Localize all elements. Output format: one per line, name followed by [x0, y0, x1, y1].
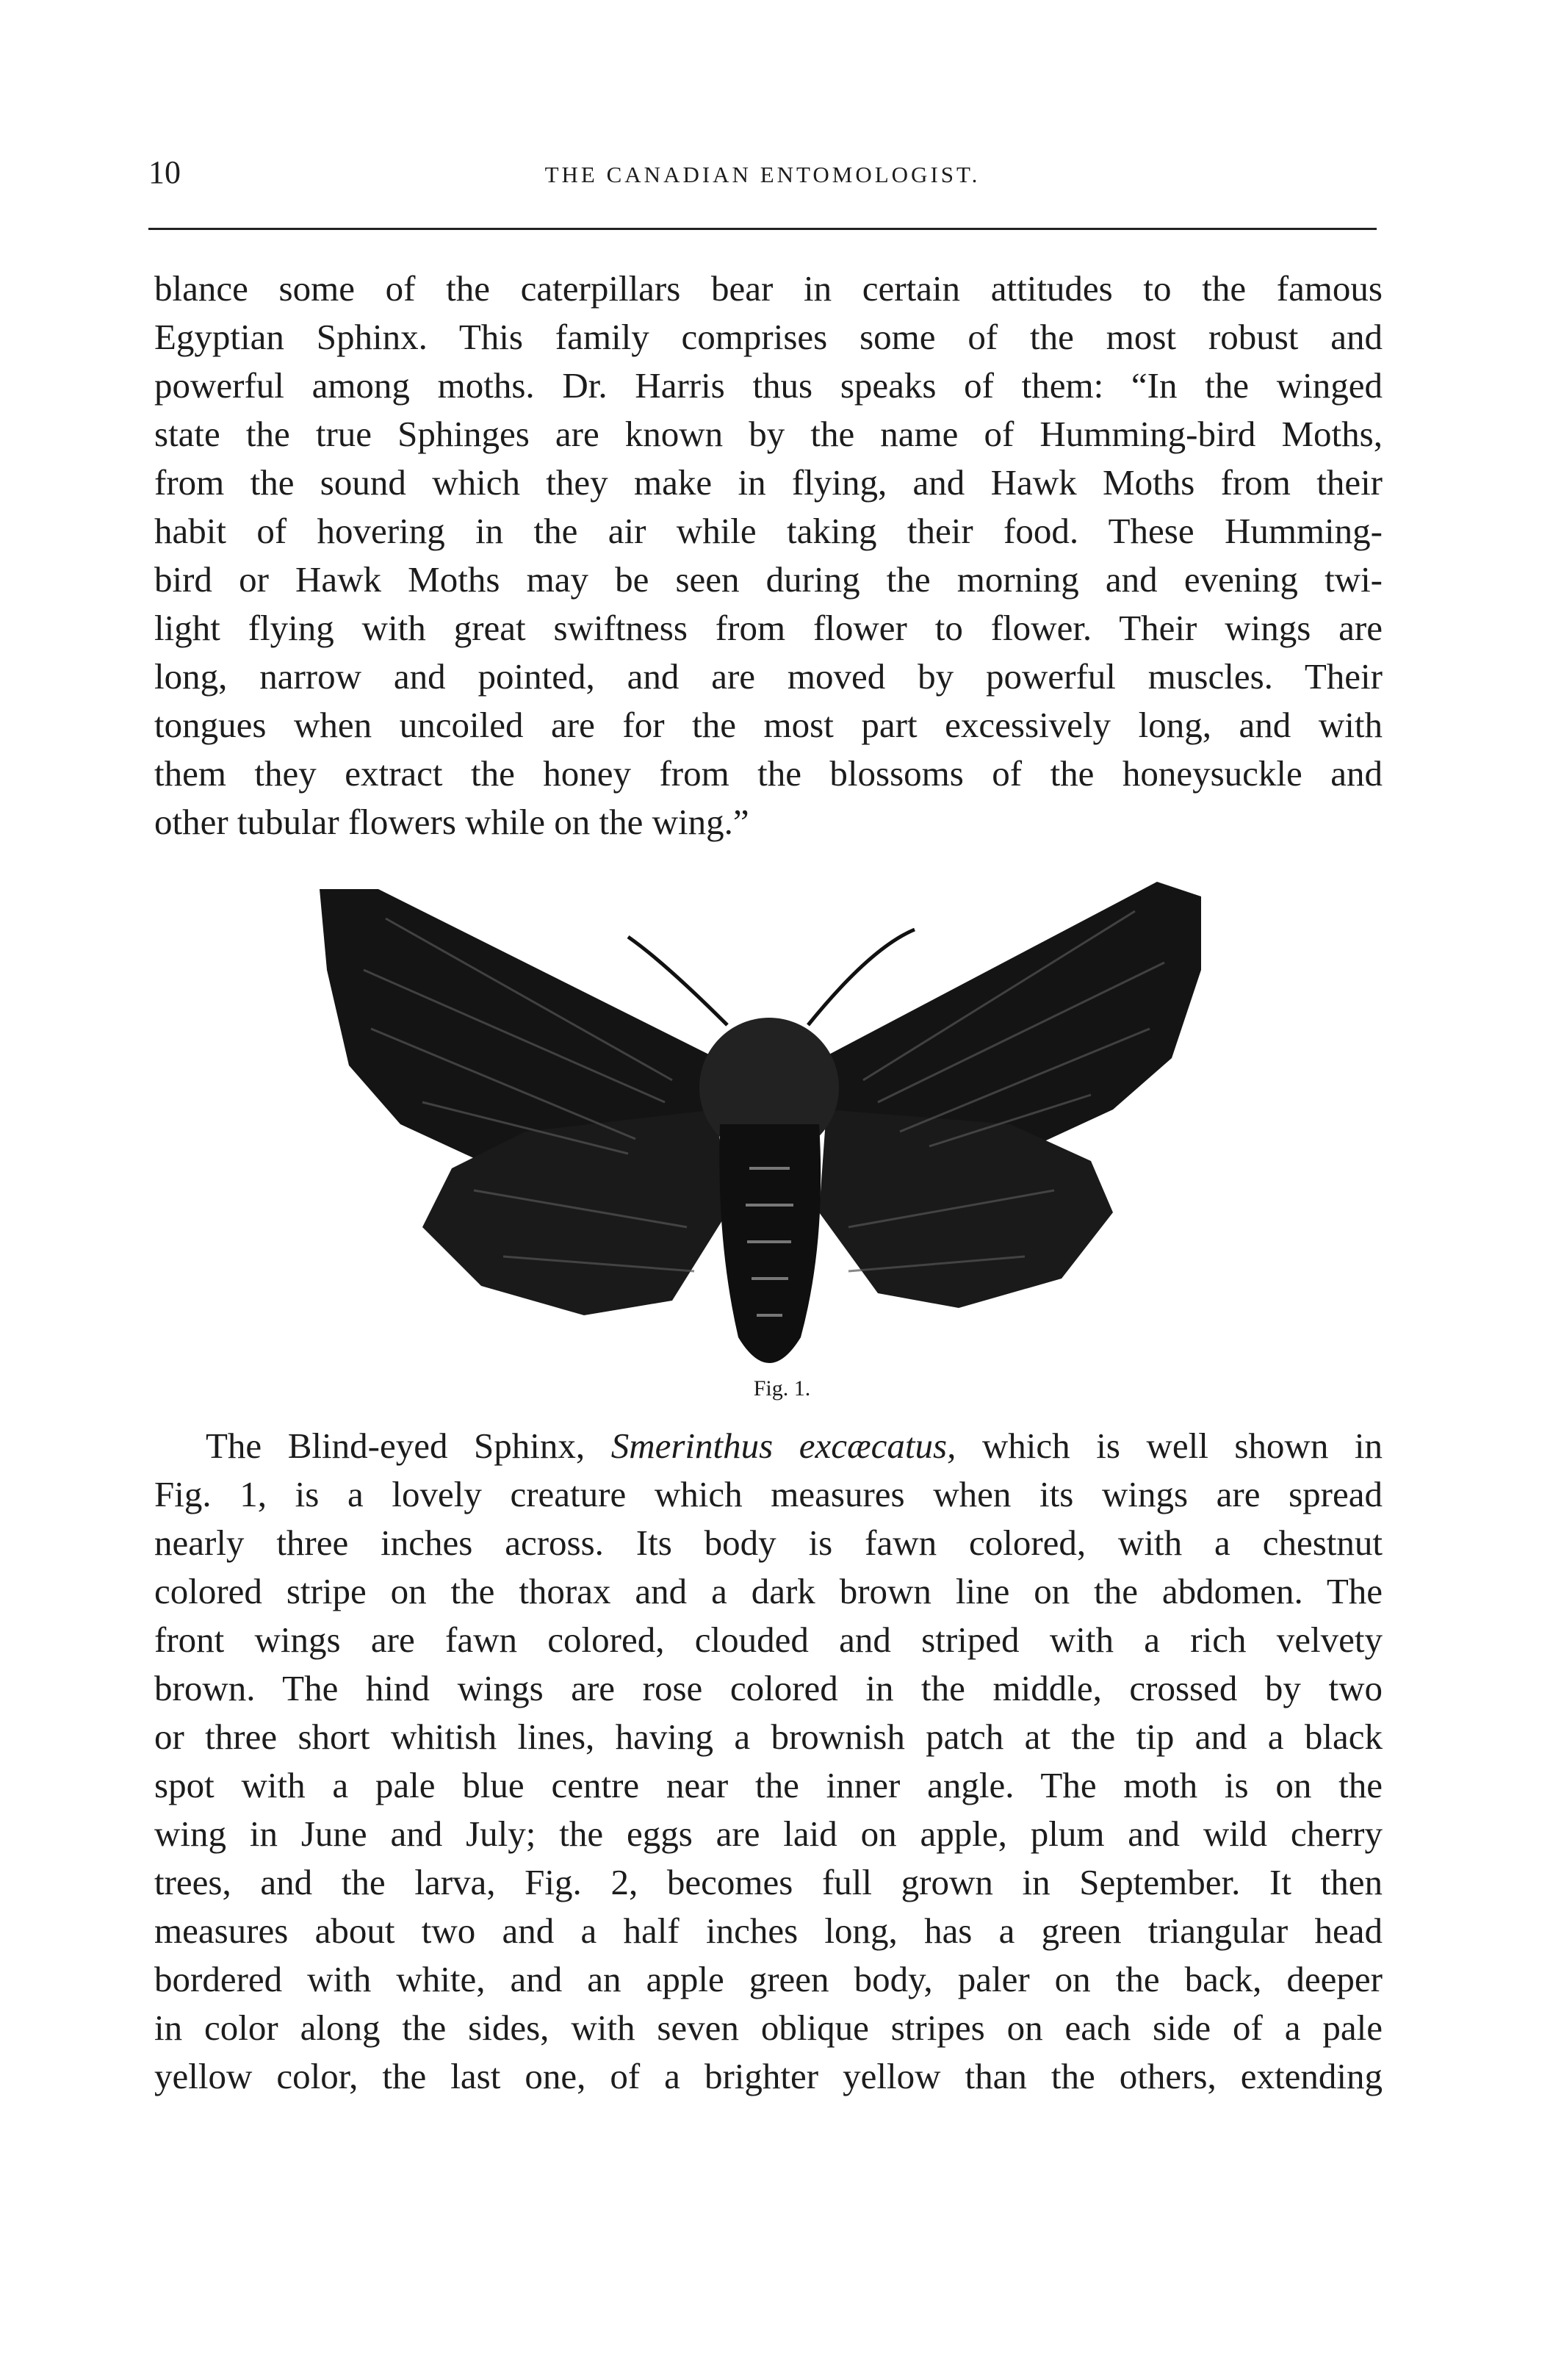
- text-run: which is well shown in: [956, 1426, 1383, 1466]
- running-head: THE CANADIAN ENTOMOLOGIST.: [544, 162, 981, 187]
- page-number: 10: [148, 154, 181, 190]
- text-line: bordered with white, and an apple green body, paler on the back, deeper: [154, 1959, 1383, 1999]
- text-line: long, narrow and pointed, and are moved by powerful muscles. Their: [154, 656, 1383, 697]
- text-line: tongues when uncoiled are for the most part excessively long, and with: [154, 705, 1383, 745]
- text-line: front wings are fawn colored, clouded and striped with a rich velvety: [154, 1619, 1383, 1660]
- text-line: other tubular flowers while on the wing.”: [154, 802, 749, 842]
- text-line: brown. The hind wings are rose colored in the middle, crossed by two: [154, 1668, 1383, 1708]
- paragraph-2: [154, 1422, 1383, 2101]
- text-line: light flying with great swiftness from flower to flower. Their wings are: [154, 608, 1383, 648]
- text-line: habit of hovering in the air while taking their food. These Humming-: [154, 511, 1383, 551]
- text-line: trees, and the larva, Fig. 2, becomes full grown in September. It then: [154, 1862, 1383, 1902]
- text-line: Egyptian Sphinx. This family comprises some of the most robust and: [154, 317, 1383, 357]
- text-line: colored stripe on the thorax and a dark brown line on the abdomen. The: [154, 1571, 1383, 1611]
- text-line: or three short whitish lines, having a brownish patch at the tip and a black: [154, 1716, 1383, 1757]
- text-line: from the sound which they make in flying, and Hawk Moths from their: [154, 462, 1383, 503]
- page-header: [148, 151, 1377, 202]
- text-line: bird or Hawk Moths may be seen during the morning and evening twi-: [154, 559, 1383, 600]
- text-line: measures about two and a half inches long, has a green triangular head: [154, 1910, 1383, 1951]
- moth-illustration: [320, 860, 1223, 1389]
- text-line: spot with a pale blue centre near the inner angle. The moth is on the: [154, 1765, 1383, 1805]
- text-line: Fig. 1, is a lovely creature which measures when its wings are spread: [154, 1474, 1383, 1514]
- text-line: blance some of the caterpillars bear in certain attitudes to the famous: [154, 268, 1383, 309]
- text-line: wing in June and July; the eggs are laid on apple, plum and wild cherry: [154, 1813, 1383, 1854]
- figure-caption: Fig. 1.: [753, 1376, 811, 1401]
- text-line: them they extract the honey from the blossoms of the honeysuckle and: [154, 753, 1383, 794]
- header-rule: [148, 228, 1377, 230]
- text-line: [154, 1422, 1383, 1470]
- text-line: state the true Sphinges are known by the name of Humming-bird Moths,: [154, 414, 1383, 454]
- text-line: nearly three inches across. Its body is fawn colored, with a chestnut: [154, 1522, 1383, 1563]
- text-line: powerful among moths. Dr. Harris thus speaks of them: “In the winged: [154, 365, 1383, 406]
- text-line: yellow color, the last one, of a brighter yellow than the others, extending: [154, 2056, 1383, 2096]
- paragraph-1: [154, 265, 1383, 846]
- species-name: Smerinthus excæcatus,: [610, 1426, 956, 1466]
- text-run: The Blind-eyed Sphinx,: [206, 1426, 611, 1466]
- text-line: in color along the sides, with seven oblique stripes on each side of a pale: [154, 2007, 1383, 2048]
